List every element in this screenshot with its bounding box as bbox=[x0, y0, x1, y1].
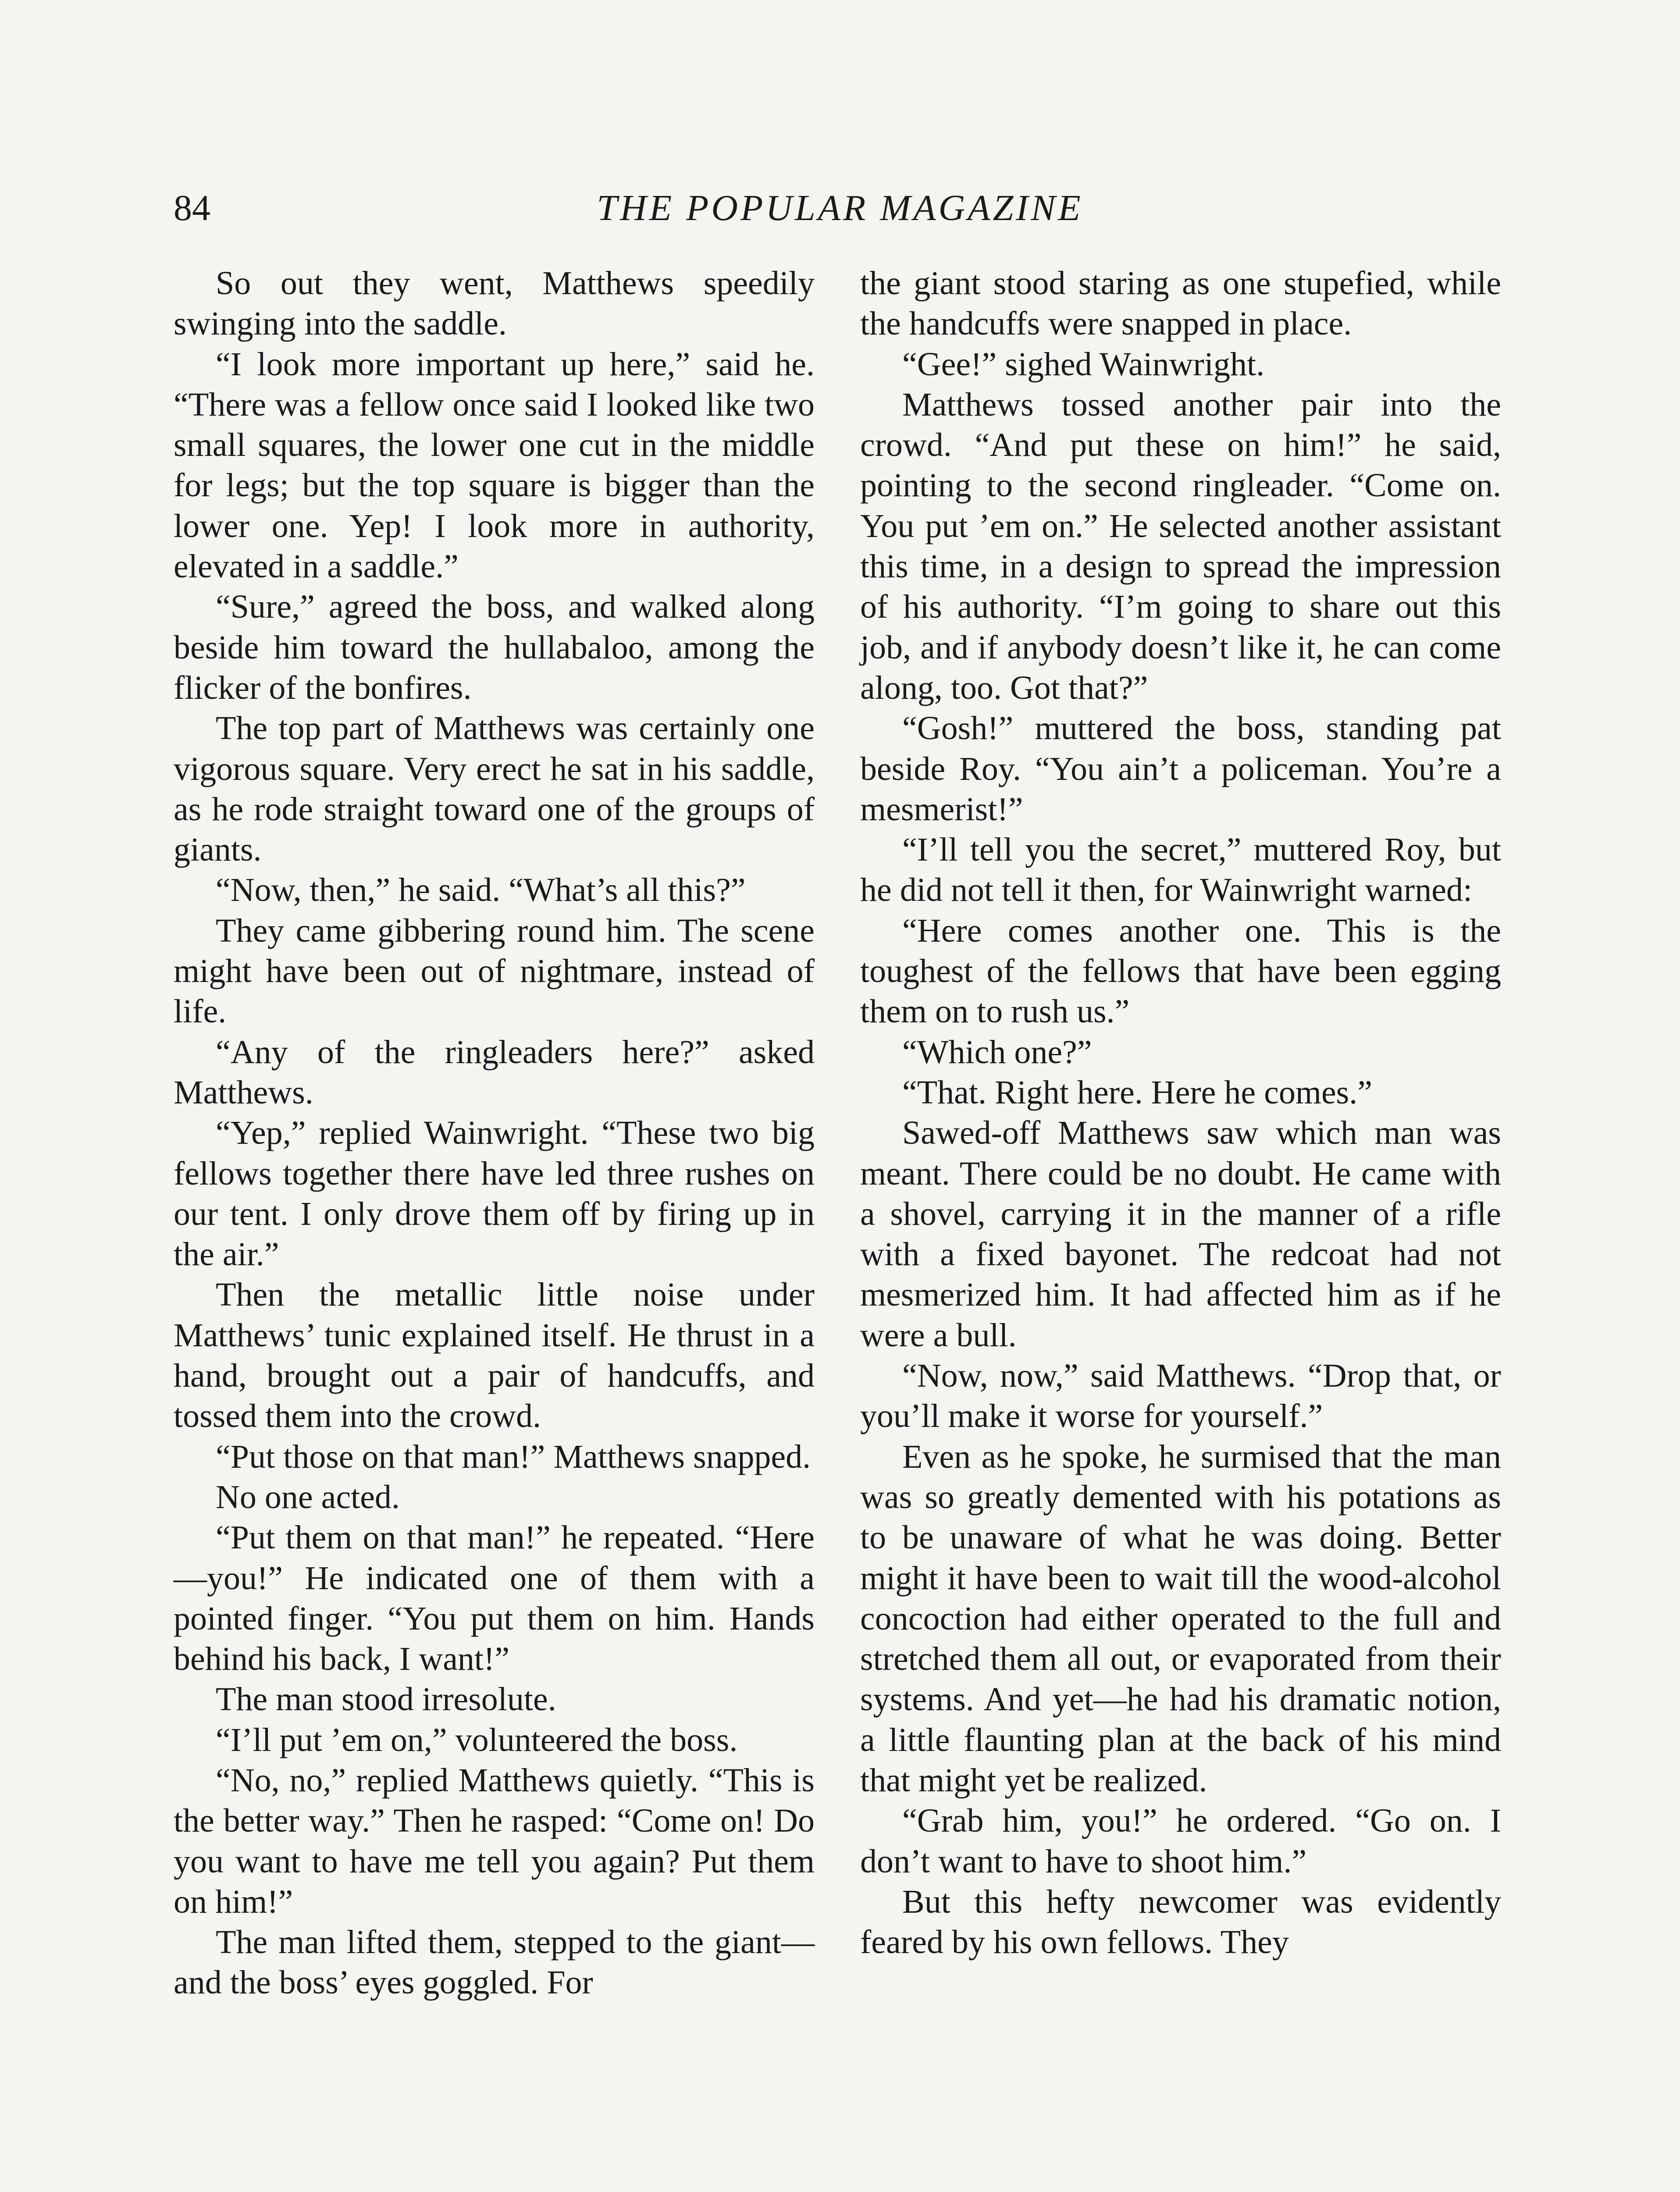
paragraph: They came gibbering round him. The scene might have been out of nightmare, instead of life. bbox=[174, 912, 815, 1030]
paragraph: “Any of the ringleaders here?” asked Matthews. bbox=[174, 1033, 815, 1111]
paragraph: Matthews tossed another pair into the crowd. “And put these on him!” he said, pointing to the second ringleader. “Come on. You put ’em on.” He selected another assistant this time, in a design to spread the impression of his authority. “I’m going to share out this job, and if anybody doesn’t like it, he can come along, too. Got that?” bbox=[860, 386, 1501, 706]
running-head bbox=[174, 184, 1506, 237]
paragraph: “Put them on that man!” he repeated. “Here—you!” He indicated one of them with a pointed finger. “You put them on him. Hands behind his back, I want!” bbox=[174, 1519, 815, 1678]
paragraph: “Here comes another one. This is the toughest of the fellows that have been egging them on to rush us.” bbox=[860, 912, 1501, 1030]
paragraph: “Gee!” sighed Wainwright. bbox=[902, 345, 1265, 383]
right-text-column bbox=[860, 263, 1501, 1962]
paragraph: The man lifted them, stepped to the giant—and the boss’ eyes goggled. For bbox=[174, 1924, 815, 2001]
paragraph: “No, no,” replied Matthews quietly. “This is the better way.” Then he rasped: “Come on! Do you want to have me tell you again? Put them on him!” bbox=[174, 1761, 815, 1920]
paragraph: “Now, then,” he said. “What’s all this?” bbox=[216, 872, 746, 909]
paragraph: The top part of Matthews was certainly one vigorous square. Very erect he sat in his saddle, as he rode straight toward one of the groups of giants. bbox=[174, 710, 815, 868]
paragraph: “I’ll put ’em on,” volunteered the boss. bbox=[216, 1721, 738, 1758]
paragraph: “Yep,” replied Wainwright. “These two big fellows together there have led three rushes on our tent. I only drove them off by firing up in the air.” bbox=[174, 1114, 815, 1273]
paragraph: Sawed-off Matthews saw which man was meant. There could be no doubt. He came with a shovel, carrying it in the manner of a rifle with a fixed bayonet. The redcoat had not mesmerized him. It had affected him as if he were a bull. bbox=[860, 1114, 1501, 1354]
paragraph: Even as he spoke, he surmised that the man was so greatly demented with his potations as to be unaware of what he was doing. Better might it have been to wait till the wood-alcohol concoction had either operated to the full and stretched them all out, or evaporated from their systems. And yet—he had his dramatic notion, a little flaunting plan at the back of his mind that might yet be realized. bbox=[860, 1438, 1501, 1799]
paragraph: “Grab him, you!” he ordered. “Go on. I don’t want to have to shoot him.” bbox=[860, 1802, 1501, 1880]
paragraph: The man stood irresolute. bbox=[216, 1681, 556, 1718]
left-text-column bbox=[174, 263, 815, 2003]
paragraph: But this hefty newcomer was evidently feared by his own fellows. They bbox=[860, 1883, 1501, 1961]
page-number: 84 bbox=[174, 188, 210, 228]
paragraph: Then the metallic little noise under Matthews’ tunic explained itself. He thrust in a hand, brought out a pair of handcuffs, and tossed them into the crowd. bbox=[174, 1276, 815, 1435]
magazine-title: THE POPULAR MAGAZINE bbox=[597, 188, 1083, 228]
continued-paragraph: the giant stood staring as one stupefied, while the handcuffs were snapped in place. bbox=[860, 265, 1501, 342]
paragraph: “Put those on that man!” Matthews snapped. bbox=[216, 1438, 811, 1475]
paragraph: “Now, now,” said Matthews. “Drop that, or you’ll make it worse for yourself.” bbox=[860, 1357, 1501, 1435]
paragraph: “That. Right here. Here he comes.” bbox=[902, 1074, 1372, 1111]
paragraph: “Gosh!” muttered the boss, standing pat beside Roy. “You ain’t a policeman. You’re a mesmerist!” bbox=[860, 710, 1501, 828]
paragraph: “I look more important up here,” said he. “There was a fellow once said I looked like two small squares, the lower one cut in the middle for legs; but the top square is bigger than the lower one. Yep! I look more in authority, elevated in a saddle.” bbox=[174, 345, 815, 585]
paragraph: “I’ll tell you the secret,” muttered Roy, but he did not tell it then, for Wainwright warned: bbox=[860, 831, 1501, 909]
paragraph: “Sure,” agreed the boss, and walked along beside him toward the hullabaloo, among the flicker of the bonfires. bbox=[174, 588, 815, 706]
paragraph: No one acted. bbox=[216, 1478, 400, 1516]
paragraph: “Which one?” bbox=[902, 1033, 1092, 1071]
paragraph: So out they went, Matthews speedily swinging into the saddle. bbox=[174, 265, 815, 342]
